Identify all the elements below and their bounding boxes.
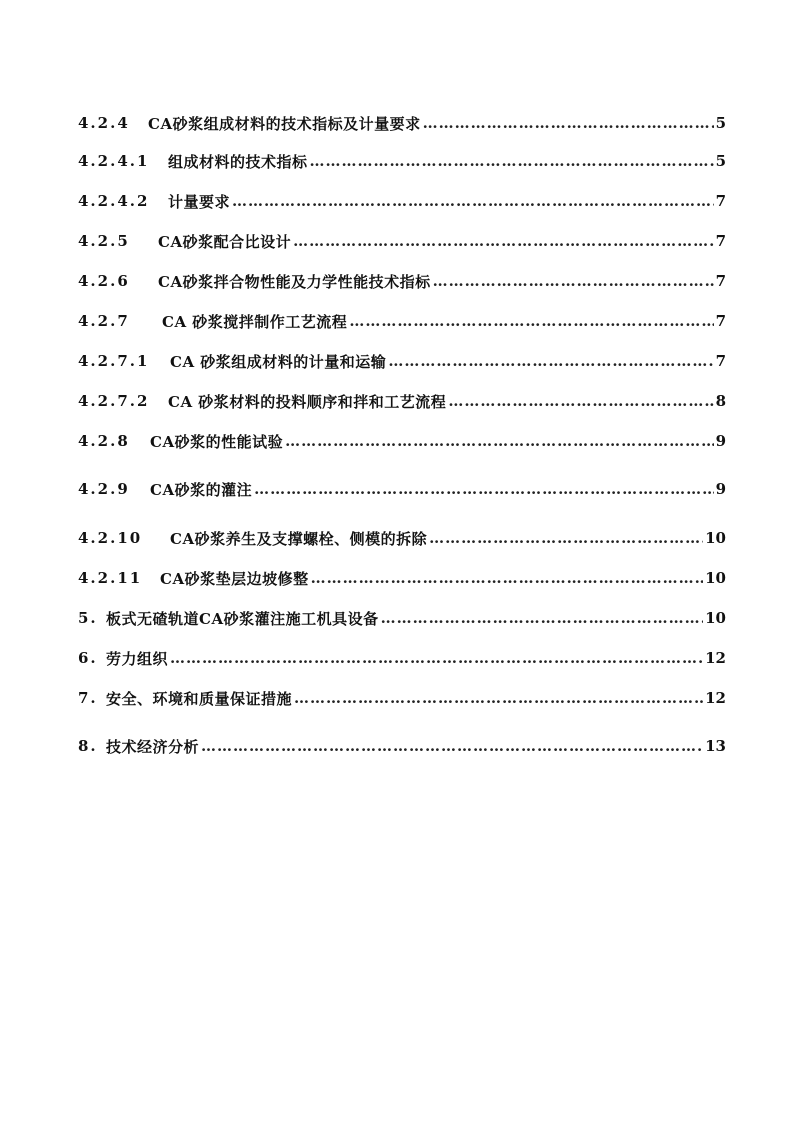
- toc-leader-dots: [232, 192, 714, 210]
- toc-entry[interactable]: [78, 309, 726, 333]
- toc-entry[interactable]: [78, 477, 726, 501]
- toc-entry-title: CA砂浆组成材料的技术指标及计量要求: [148, 114, 421, 133]
- toc-entry-page: 10: [705, 569, 726, 587]
- toc-entry[interactable]: [78, 111, 726, 135]
- toc-entry[interactable]: [78, 389, 726, 413]
- toc-leader-dots: [381, 609, 704, 627]
- toc-leader-dots: [310, 152, 714, 170]
- toc-entry-page: 5: [715, 152, 726, 170]
- toc-leader-dots: [201, 737, 703, 755]
- toc-entry-title: CA砂浆垫层边坡修整: [160, 569, 309, 588]
- toc-entry-page: 7: [715, 232, 726, 250]
- toc-entry[interactable]: [78, 734, 726, 758]
- toc-entry-page: 5: [715, 114, 726, 132]
- toc-entry-number: 7.: [78, 689, 98, 707]
- toc-entry-number: 4.2.6: [78, 272, 130, 290]
- toc-entry-number: 4.2.8: [78, 432, 130, 450]
- toc-leader-dots: [429, 529, 703, 547]
- toc-entry-number: 4.2.5: [78, 232, 130, 250]
- toc-leader-dots: [388, 352, 713, 370]
- toc-entry-page: 7: [715, 272, 726, 290]
- toc-leader-dots: [423, 114, 714, 132]
- toc-entry-number: 8.: [78, 737, 98, 755]
- toc-leader-dots: [311, 569, 704, 587]
- toc-entry-page: 12: [705, 649, 726, 667]
- toc-entry-number: 4.2.4: [78, 114, 130, 132]
- toc-entry-page: 10: [705, 529, 726, 547]
- toc-entry-page: 12: [705, 689, 726, 707]
- toc-entry[interactable]: [78, 566, 726, 590]
- toc-entry[interactable]: [78, 269, 726, 293]
- toc-entry-number: 4.2.4.2: [78, 192, 150, 210]
- toc-entry-title: 劳力组织: [106, 649, 169, 668]
- toc-entry-page: 9: [715, 480, 726, 498]
- toc-leader-dots: [294, 689, 703, 707]
- toc-entry-page: 7: [715, 312, 726, 330]
- toc-entry-number: 6.: [78, 649, 98, 667]
- toc-entry-title: CA 砂浆材料的投料顺序和拌和工艺流程: [168, 392, 447, 411]
- toc-entry-title: 板式无碴轨道CA砂浆灌注施工机具设备: [106, 609, 379, 628]
- toc-entry-number: 4.2.7.1: [78, 352, 150, 370]
- toc-entry[interactable]: [78, 686, 726, 710]
- toc-entry-page: 10: [705, 609, 726, 627]
- toc-entry-number: 4.2.7.2: [78, 392, 150, 410]
- toc-entry-title: 计量要求: [168, 192, 231, 211]
- toc-leader-dots: [254, 480, 713, 498]
- toc-entry[interactable]: [78, 189, 726, 213]
- toc-entry-number: 4.2.4.1: [78, 152, 150, 170]
- toc-entry-page: 9: [715, 432, 726, 450]
- toc-leader-dots: [349, 312, 713, 330]
- toc-entry-title: CA砂浆养生及支撑螺栓、侧模的拆除: [170, 529, 428, 548]
- toc-entry-number: 4.2.10: [78, 529, 143, 547]
- toc-entry-page: 8: [715, 392, 726, 410]
- toc-entry-title: CA 砂浆组成材料的计量和运输: [170, 352, 387, 371]
- toc-entry-page: 13: [705, 737, 726, 755]
- toc-leader-dots: [293, 232, 713, 250]
- toc-entry[interactable]: [78, 646, 726, 670]
- toc-leader-dots: [448, 392, 713, 410]
- toc-entry-number: 5.: [78, 609, 98, 627]
- toc-entry-number: 4.2.11: [78, 569, 143, 587]
- toc-entry-number: 4.2.7: [78, 312, 130, 330]
- toc-entry-number: 4.2.9: [78, 480, 130, 498]
- toc-entry[interactable]: [78, 349, 726, 373]
- table-of-contents: [78, 0, 726, 1123]
- toc-entry[interactable]: [78, 606, 726, 630]
- toc-entry-title: 组成材料的技术指标: [168, 152, 308, 171]
- toc-entry-title: CA砂浆拌合物性能及力学性能技术指标: [158, 272, 431, 291]
- toc-entry-title: 技术经济分析: [106, 737, 200, 756]
- toc-entry-title: 安全、环境和质量保证措施: [106, 689, 293, 708]
- toc-entry-title: CA砂浆的性能试验: [150, 432, 284, 451]
- toc-entry-page: 7: [715, 192, 726, 210]
- toc-leader-dots: [285, 432, 713, 450]
- toc-entry-title: CA砂浆的灌注: [150, 480, 253, 499]
- toc-entry-page: 7: [715, 352, 726, 370]
- toc-entry[interactable]: [78, 526, 726, 550]
- toc-leader-dots: [433, 272, 714, 290]
- toc-entry[interactable]: [78, 429, 726, 453]
- toc-entry[interactable]: [78, 229, 726, 253]
- toc-entry-title: CA砂浆配合比设计: [158, 232, 292, 251]
- toc-entry-title: CA 砂浆搅拌制作工艺流程: [162, 312, 348, 331]
- toc-leader-dots: [170, 649, 703, 667]
- toc-entry[interactable]: [78, 149, 726, 173]
